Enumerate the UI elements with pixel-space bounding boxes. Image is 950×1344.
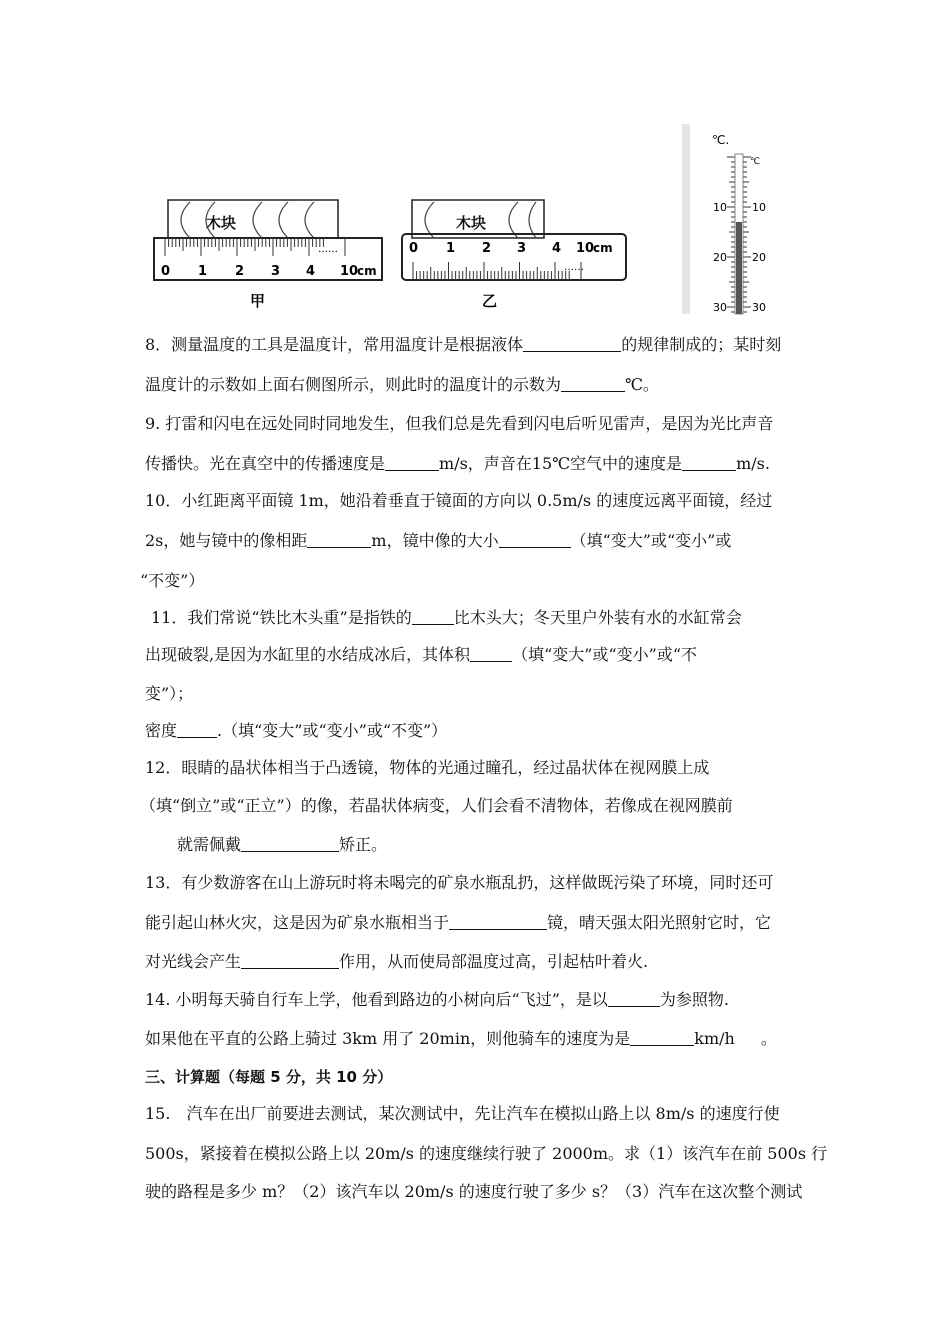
q13-line-2 [145, 912, 771, 934]
answer-blank[interactable] [385, 456, 439, 471]
q8-line-2 [145, 374, 659, 396]
answer-blank[interactable] [523, 337, 621, 352]
q14-line-2 [145, 1028, 777, 1050]
q15-text: 500s，紧接着在模拟公路上以 20m/s 的速度继续行驶了 2000m。求（1）该汽车在前 500s 行 [145, 1144, 828, 1163]
answer-blank[interactable] [241, 837, 339, 852]
q14-text: 为参照物. [659, 990, 729, 1009]
answer-blank[interactable] [561, 377, 625, 392]
thermometer-figure [678, 124, 788, 316]
q13-text: 13．有少数游客在山上游玩时将未喝完的矿泉水瓶乱扔，这样做既污染了环境，同时还可 [145, 873, 774, 892]
ruler-tick-marks [413, 262, 581, 280]
ruler-number-3: 3 [517, 241, 527, 256]
answer-blank[interactable] [470, 647, 512, 662]
answer-blank[interactable] [630, 1031, 694, 1046]
q13-text: 能引起山林火灾，这是因为矿泉水瓶相当于 [145, 913, 450, 932]
q15-line-3 [145, 1181, 802, 1203]
q9-text: m/s，声音在15℃空气中的速度是 [439, 454, 683, 473]
answer-blank[interactable] [177, 723, 217, 738]
q13-text: 对光线会产生 [145, 952, 242, 971]
q10-line-1 [145, 490, 772, 512]
thermometer-unit-top: ℃. [712, 133, 730, 147]
q11-line-4 [145, 720, 447, 742]
ruler-number-0: 0 [409, 241, 419, 256]
thermometer-left-label: 20 [713, 251, 727, 264]
ruler-figure-jia [150, 196, 390, 311]
answer-blank[interactable] [449, 915, 547, 930]
wood-block-label: 木块 [456, 214, 487, 232]
figure-left-border [682, 124, 690, 314]
q15-line-2 [145, 1143, 827, 1165]
q12-text: 12．眼睛的晶状体相当于凸透镜，物体的光通过瞳孔，经过晶状体在视网膜上成 [145, 758, 710, 777]
ruler-dots: …… [564, 262, 584, 273]
ruler-figure-yi [400, 196, 645, 311]
q8-text: 8．测量温度的工具是温度计，常用温度计是根据液体 [145, 335, 524, 354]
thermometer-left-label: 10 [713, 201, 727, 214]
ruler-number-1: 1 [446, 241, 456, 256]
ruler-number-10: 10 [340, 264, 359, 279]
answer-blank[interactable] [608, 992, 660, 1007]
ruler-number-1: 1 [198, 264, 208, 279]
q12-line-3 [177, 834, 387, 856]
q11-text: 变”）； [145, 684, 194, 703]
q11-text: 比木头大；冬天里户外装有水的水缸常会 [453, 608, 742, 627]
q8-line-1 [145, 334, 781, 356]
q8-text: 的规律制成的；某时刻 [621, 335, 782, 354]
q14-text: 如果他在平直的公路上骑过 3km 用了 20min，则他骑车的速度为是 [145, 1029, 631, 1048]
q11-text: .（填“变大”或“变小”或“不变”） [217, 721, 448, 740]
q9-text: 9. 打雷和闪电在远处同时同地发生，但我们总是先看到闪电后听见雷声，是因为光比声音 [145, 414, 774, 433]
figure-caption-yi: 乙 [482, 292, 498, 310]
ruler-number-3: 3 [271, 264, 281, 279]
answer-blank[interactable] [412, 610, 454, 625]
ruler-number-0: 0 [161, 264, 171, 279]
q10-text: 10．小红距离平面镜 1m，她沿着垂直于镜面的方向以 0.5m/s 的速度远离平面镜，经过 [145, 491, 773, 510]
q13-line-1 [145, 872, 773, 894]
q15-text: 驶的路程是多少 m？（2）该汽车以 20m/s 的速度行驶了多少 s？（3）汽车在这次整个测试 [145, 1182, 803, 1201]
q12-line-1 [145, 757, 709, 779]
q11-line-1 [151, 607, 742, 629]
q12-text: 就需佩戴 [177, 835, 242, 854]
ruler-dots: …… [318, 244, 338, 255]
answer-blank[interactable] [682, 456, 736, 471]
ruler-number-4: 4 [306, 264, 316, 279]
answer-blank[interactable] [499, 533, 571, 548]
q11-line-3 [145, 683, 193, 705]
section-heading-calculation: 三、计算题（每题 5 分，共 10 分） [145, 1068, 393, 1086]
q11-text: 11．我们常说“铁比木头重”是指铁的 [151, 608, 412, 627]
q8-text: 温度计的示数如上面右侧图所示，则此时的温度计的示数为 [145, 375, 562, 394]
q11-line-2 [145, 644, 697, 666]
q9-text: 传播快。光在真空中的传播速度是 [145, 454, 386, 473]
ruler-number-2: 2 [482, 241, 492, 256]
ruler-number-2: 2 [235, 264, 245, 279]
q9-text: m/s. [736, 454, 770, 473]
q12-text: （填“倒立”或“正立”）的像，若晶状体病变，人们会看不清物体，若像成在视网膜前 [140, 796, 733, 815]
q12-line-2 [140, 795, 733, 817]
q10-text: m，镜中像的大小 [371, 531, 499, 550]
q15-line-1 [145, 1103, 780, 1125]
figure-caption-jia: 甲 [250, 292, 266, 310]
wood-grain-lines [181, 202, 314, 238]
q10-text: 2s，她与镜中的像相距 [145, 531, 308, 550]
q14-text: 。 [760, 1029, 777, 1048]
q14-text: 14. 小明每天骑自行车上学，他看到路边的小树向后“飞过”，是以 [145, 990, 608, 1009]
q9-line-2 [145, 453, 770, 475]
ruler-unit: cm [593, 241, 613, 255]
thermometer-left-label: 30 [713, 301, 727, 314]
answer-blank[interactable] [307, 533, 371, 548]
q13-text: 作用，从而使局部温度过高，引起枯叶着火. [339, 952, 649, 971]
q10-text: “不变”） [140, 571, 205, 590]
q11-text: （填“变大”或“变小”或“不 [512, 645, 697, 664]
thermometer-right-label: 20 [752, 251, 766, 264]
thermometer-right-label: 30 [752, 301, 766, 314]
q14-line-1 [145, 989, 729, 1011]
wood-block-label: 木块 [206, 214, 237, 232]
ruler-number-4: 4 [552, 241, 562, 256]
q11-text: 出现破裂,是因为水缸里的水结成冰后，其体积 [145, 645, 471, 664]
q15-text: 15. 汽车在出厂前要进去测试，某次测试中，先让汽车在模拟山路上以 8m/s 的速度行使 [145, 1104, 780, 1123]
q13-line-3 [145, 951, 648, 973]
ruler-number-10: 10 [576, 241, 595, 256]
ruler-unit: cm [357, 264, 377, 278]
answer-blank[interactable] [241, 954, 339, 969]
thermometer-liquid-column [736, 222, 742, 314]
q14-text: km/h [694, 1029, 735, 1048]
q10-line-2 [145, 530, 731, 552]
q9-line-1 [145, 413, 773, 435]
q10-line-3 [140, 570, 204, 592]
q11-text: 密度 [145, 721, 178, 740]
thermometer-unit-small: ℃ [750, 157, 761, 167]
q13-text: 镜，晴天强太阳光照射它时，它 [547, 913, 772, 932]
q8-text: ℃。 [625, 375, 659, 394]
thermometer-right-label: 10 [752, 201, 766, 214]
q10-text: （填“变大”或“变小”或 [570, 531, 732, 550]
q12-text: 矫正。 [339, 835, 388, 854]
